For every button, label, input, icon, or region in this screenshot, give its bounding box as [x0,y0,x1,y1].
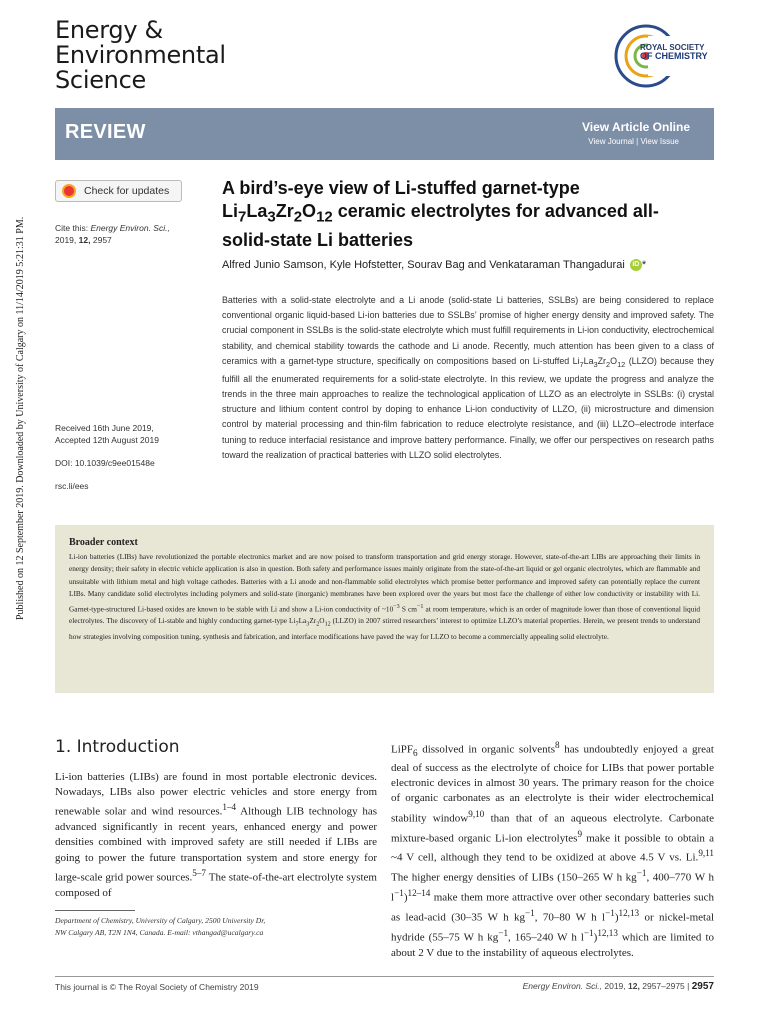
page-citation [523,981,714,992]
abstract-text: (LLZO) because they fulfill all the enumerated requirements for a solid-state electrolyte. In this review, we update the progress and analyze the trends in the three main approaches to realize the technological application of LLZO as an electrolyte in SSLBs: (i) crystal structure and lithium content control by doping to enhance Li-ion conductivity of LLZO, (ii) microstructure and dimension control by material processing and thin-film fabrication to reduce electrolyte resistance, and (iii) LLZO–electrode interface tuning to reduce interfacial resistance and improve battery performance. Finally, we offer our perspectives on research paths toward the realization of practical batteries with LLZO solid electrolytes. [222,355,714,460]
doi[interactable]: DOI: 10.1039/c9ee01548e [55,458,155,468]
body-text: make them more attractive over other secondary batteries such as lead-acid (30–35 W h kg [391,891,714,924]
body-text: , 165–240 W h l [508,931,584,944]
page-number: 2957 [691,981,714,992]
section-heading-introduction: 1. Introduction [55,737,180,757]
journal-title [55,18,226,93]
broader-text: Li-ion batteries (LIBs) have revolutionized the portable electronics market and are now poised to transform transportation and grid energy storage. However, state-of-the-art LIBs are approaching their limits in energy density; their safety in electric vehicle application is also in question. Both safety and performance issues mainly originate from the state-of-the-art liquid or gel organic electrolytes, which are flammable and unsuitable with lithium metal and high voltage cathodes. Batteries with a Li anode and non-flammable solid electrolytes which promise better performance and improved safety can potentially replace the current LIBs. Many candidate solid electrolytes including polymers and solid-state (inorganic) membranes have been explored over the years but most face the challenge of either low conductivity or instability with Li. Garnet-type-structured Li-based oxides are known to be stable with Li and show a Li-ion conductivity of ~10 [69,552,700,614]
author-list [222,259,722,271]
unit-exponent: −1 [525,907,535,918]
cite-volume: 12, [78,235,91,245]
journal-title-line: Environmental [55,41,226,69]
title-text: A bird’s-eye view of Li-stuffed garnet-type Li [222,178,580,221]
authors-text: Alfred Junio Samson, Kyle Hofstetter, Sourav Bag and Venkataraman Thangadurai [222,259,625,271]
ref-citation[interactable]: 9 [577,828,583,839]
unit-exponent: −1 [636,868,647,879]
title-text: O [302,201,317,221]
article-type-banner [55,108,714,160]
accepted-date: Accepted 12th August 2019 [55,435,159,445]
unit-exponent: −1 [394,888,404,899]
footnote-line: NW Calgary AB, T2N 1N4, Canada. E-mail: vthangad@ucalgary.ca [55,927,264,937]
title-sub: 2 [293,208,303,226]
update-icon [62,184,76,198]
broader-text: (LLZO) in 2007 stirred researchers’ interest to optimize LLZO’s material properties. Herein, we present trends to understand how strategies involving composition tuning, synthesis and fabrication, and interface modifications have paved the way for LLZO to become a commercially appealing solid electrolyte. [69,616,700,642]
abstract-sub: 3 [593,359,598,369]
unit-exponent: −1 [498,927,509,938]
broader-sup: −1 [416,603,424,610]
download-side-note [1,180,26,630]
check-for-updates-button[interactable] [55,180,182,202]
title-sub: 7 [238,208,247,226]
copyright-notice: This journal is © The Royal Society of Chemistry 2019 [55,982,259,992]
body-text: dissolved in organic solvents [417,743,555,756]
cite-label: Cite this: [55,223,89,233]
received-date: Received 16th June 2019, [55,423,154,433]
abstract-text: La [583,355,594,366]
abstract-text: Batteries with a solid-state electrolyte and a Li anode (solid-state Li batteries, SSLBs) are being considered to replace conventional organic liquid-based Li-ion batteries due to SSLBs’ promise of higher energy density and improved safety. The crucial component in SSLBs is the solid-state electrolyte which must fulfill requirements in Li-ion conductivity, electrochemical stability, and chemical stability towards the cathode and Li anode. Recently, much attention has been given to a class of ceramics with a garnet-type structure, specifically on compositions based on Li-stuffed Li [222,295,714,366]
body-text: which are limited to about 2 V due to the instability of aqueous electrolytes. [391,931,714,959]
broader-context-heading: Broader context [69,537,138,548]
citation-info [55,222,205,246]
title-text: ceramic electrolytes for advanced all-solid-state Li batteries [222,201,659,250]
body-column-right [391,738,714,961]
title-text: Zr [275,201,294,221]
body-text: make it possible to obtain a ~4 V cell, although they tend to be oxidized at above 4.5 V vs. Li. [391,832,714,865]
journal-title-line: Energy & [55,16,163,44]
broader-text: at room temperature, which is an order of magnitude lower than those of conventional liquid electrolytes. The discovery of Li-stable and highly conducting garnet-type Li [69,604,701,626]
rsc-text-1: ROYAL SOCIETY [640,43,705,52]
broader-sub: 2 [316,621,320,628]
footer-divider [55,976,714,977]
footer-year: 2019, [604,981,626,991]
title-text: La [246,201,268,221]
journal-title-line: Science [55,66,146,94]
abstract-sub: 7 [579,359,584,369]
title-sub: 3 [267,208,276,226]
ref-citation[interactable]: 12,13 [618,907,640,918]
body-text: The higher energy densities of LIBs (150–265 W h kg [391,871,637,884]
body-text: LiPF [391,743,414,756]
body-text: , 70–80 W h l [534,911,606,924]
abstract-text: O [610,355,618,366]
cite-journal: Energy Environ. Sci., [90,223,170,233]
broader-text: Zr [309,616,317,626]
footnote-line: Department of Chemistry, University of Calgary, 2500 University Dr, [55,916,266,925]
footer-journal: Energy Environ. Sci., [522,981,602,991]
article-meta [55,422,215,492]
download-note-text: Published on 12 September 2019. Downloaded by University of Calgary on 11/14/2019 5:21:31 PM. [15,216,26,620]
footer-separator: | [687,981,690,991]
footer-pages: 2957–2975 [642,981,685,991]
check-updates-label: Check for updates [84,185,170,197]
ref-citation[interactable]: 1–4 [222,802,237,813]
orcid-icon[interactable]: iD [630,259,642,271]
broader-text: S cm [399,604,417,614]
journal-issue-links[interactable]: View Journal | View Issue [588,137,679,146]
broader-sup: −3 [393,603,400,610]
broader-sub: 3 [306,621,310,628]
unit-exponent: −1 [605,907,615,918]
cite-year: 2019, [55,235,77,245]
broader-sub: 7 [295,621,299,628]
article-type-label: REVIEW [65,121,146,143]
ref-citation[interactable]: 5–7 [192,867,206,878]
body-text: ) [403,891,408,904]
body-text: , 400–770 W h l [391,871,714,904]
unit-exponent: −1 [583,927,594,938]
abstract-sub: 12 [617,359,626,369]
broader-sub: 12 [324,621,331,628]
title-sub: 12 [316,208,333,226]
ref-citation[interactable]: 8 [555,740,560,750]
body-text: ) [614,911,619,924]
broader-text: O [319,616,325,626]
body-text: Li-ion batteries (LIBs) are found in most portable electronic devices. Nowadays, LIBs also power electric vehicles and store energy from renewable solar and wind resources. [55,771,377,819]
article-title [222,177,692,252]
view-article-online-link[interactable]: View Article Online [581,120,690,134]
body-column-left [55,770,377,901]
rsc-wordmark [640,44,708,60]
corresponding-mark: * [641,259,647,271]
rsc-text-2: OF CHEMISTRY [640,51,708,61]
body-text: or nickel-metal hydride (55–75 W h kg [391,911,715,944]
affiliation-footnote [55,915,377,938]
journal-short-link[interactable]: rsc.li/ees [55,481,89,491]
footer-volume: 12, [628,981,640,991]
body-text: has undoubtedly enjoyed a great deal of success as the electrolyte of choice for LIBs that power portable electronic devices in almost 30 years. The primary reason for the choice of organic carbonates as an electrolyte is their wider electrochemical stability window [391,743,714,825]
body-text: than that of an aqueous electrolyte. Carbonate mixture-based organic Li-ion electrolytes [391,812,714,845]
abstract-text: Zr [597,355,607,366]
ref-citation[interactable]: 12–14 [407,888,431,899]
body-text: ) [593,931,598,944]
body-text: The state-of-the-art electrolyte system composed of [55,871,377,899]
broader-context-text [69,551,700,644]
ref-citation[interactable]: 9,10 [468,808,485,819]
abstract [222,293,714,463]
ref-citation[interactable]: 12,13 [597,927,618,938]
abstract-sub: 2 [606,359,611,369]
broader-context-box [55,525,714,693]
ref-citation[interactable]: 9,11 [698,848,714,859]
broader-text: La [298,616,307,626]
footnote-divider [55,910,135,911]
cite-page: 2957 [92,235,112,245]
body-text: Although LIB technology has advanced significantly in recent years, enhanced energy and power densities combined with improved safety are still needed if LIBs are going to power the future transportation system and store energy for large-scale grid power sources. [55,806,377,884]
body-sub: 6 [413,747,418,758]
